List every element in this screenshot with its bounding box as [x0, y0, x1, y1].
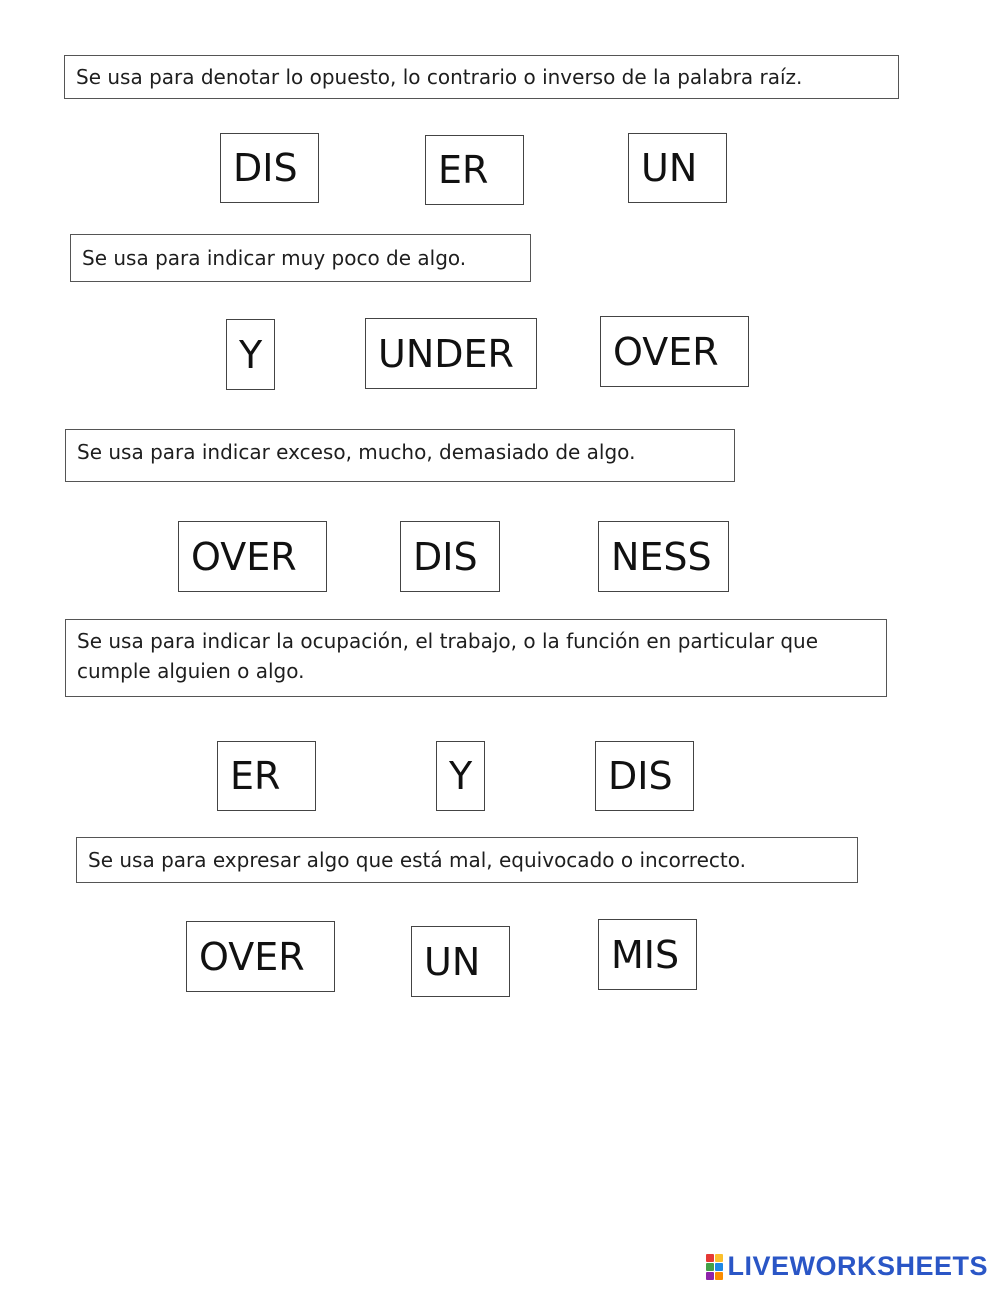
question-4-option-2[interactable]: Y [436, 741, 485, 811]
logo-block [706, 1254, 714, 1262]
question-3-prompt: Se usa para indicar exceso, mucho, demasiado de algo. [65, 429, 735, 482]
question-5-prompt: Se usa para expresar algo que está mal, equivocado o incorrecto. [76, 837, 858, 883]
question-4-prompt: Se usa para indicar la ocupación, el trabajo, o la función en particular que cumple alguien o algo. [65, 619, 887, 697]
question-2-prompt: Se usa para indicar muy poco de algo. [70, 234, 531, 282]
logo-blocks-icon [706, 1254, 723, 1280]
logo-block [706, 1263, 714, 1271]
liveworksheets-logo [706, 1251, 988, 1282]
question-1-prompt: Se usa para denotar lo opuesto, lo contrario o inverso de la palabra raíz. [64, 55, 899, 99]
question-4-option-1[interactable]: ER [217, 741, 316, 811]
question-3-option-1[interactable]: OVER [178, 521, 327, 592]
question-1-option-2[interactable]: ER [425, 135, 524, 205]
question-4-option-3[interactable]: DIS [595, 741, 694, 811]
logo-text: LIVEWORKSHEETS [727, 1251, 988, 1281]
question-3-option-3[interactable]: NESS [598, 521, 729, 592]
logo-block [706, 1272, 714, 1280]
question-5-option-2[interactable]: UN [411, 926, 510, 997]
question-2-option-1[interactable]: Y [226, 319, 275, 390]
question-1-option-1[interactable]: DIS [220, 133, 319, 203]
question-5-option-1[interactable]: OVER [186, 921, 335, 992]
question-1-option-3[interactable]: UN [628, 133, 727, 203]
question-2-option-3[interactable]: OVER [600, 316, 749, 387]
logo-block [715, 1272, 723, 1280]
question-2-option-2[interactable]: UNDER [365, 318, 537, 389]
question-5-option-3[interactable]: MIS [598, 919, 697, 990]
question-3-option-2[interactable]: DIS [400, 521, 500, 592]
logo-block [715, 1254, 723, 1262]
logo-block [715, 1263, 723, 1271]
